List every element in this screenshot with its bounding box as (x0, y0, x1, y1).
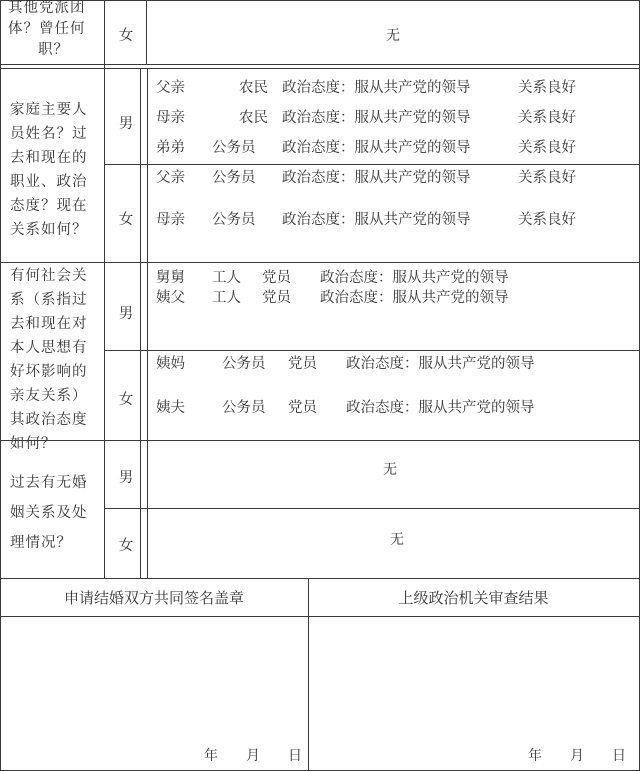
social-label-line-1: 有何社会关 (10, 268, 88, 284)
party-status: 党员 (288, 356, 317, 372)
social-label-line-4: 本人思想有 (10, 340, 88, 356)
party-gender: 女 (118, 28, 134, 44)
family-label-line-4: 职业、政治 (10, 174, 88, 190)
relation: 母亲 (156, 212, 185, 228)
occupation: 公务员 (222, 400, 266, 416)
family-row (156, 76, 576, 97)
relationship-status: 关系良好 (518, 140, 576, 156)
family-label (10, 98, 88, 242)
party-status: 党员 (262, 290, 291, 306)
relation: 姨夫 (156, 400, 185, 416)
family-row (156, 106, 576, 127)
occupation: 公务员 (222, 356, 266, 372)
political-attitude: 政治态度：服从共产党的领导 (282, 212, 471, 228)
marriage-label-line-1: 过去有无婚 (10, 475, 88, 491)
party-value: 无 (386, 28, 400, 44)
party-status: 党员 (288, 400, 317, 416)
date-day: 日 (288, 748, 302, 764)
party-label-line-3: 职？ (38, 42, 69, 58)
date-year: 年 (528, 748, 542, 764)
social-male-gender: 男 (118, 306, 134, 322)
marriage-male-gender: 男 (118, 470, 134, 486)
social-label-line-8: 如何？ (10, 436, 57, 452)
family-row (156, 136, 576, 157)
occupation: 农民 (239, 80, 268, 96)
party-label (8, 0, 86, 61)
family-row (156, 208, 576, 229)
relation: 姨父 (156, 290, 185, 306)
relationship-status: 关系良好 (518, 170, 576, 186)
signature-right-header: 上级政治机关审查结果 (398, 589, 549, 607)
occupation: 公务员 (212, 170, 256, 186)
marriage-male-value: 无 (383, 462, 397, 478)
marriage-label (10, 468, 88, 558)
political-attitude: 政治态度：服从共产党的领导 (282, 170, 471, 186)
relation: 姨妈 (156, 356, 185, 372)
party-label-line-1: 其他党派团 (8, 0, 86, 16)
social-female-gender: 女 (118, 392, 134, 408)
relation: 舅舅 (156, 270, 185, 286)
social-row (156, 286, 509, 307)
relation: 父亲 (156, 80, 185, 96)
party-status: 党员 (262, 270, 291, 286)
relationship-status: 关系良好 (518, 212, 576, 228)
political-attitude: 政治态度：服从共产党的领导 (346, 400, 535, 416)
social-label (10, 264, 88, 456)
relationship-status: 关系良好 (518, 80, 576, 96)
political-attitude: 政治态度：服从共产党的领导 (282, 110, 471, 126)
occupation: 公务员 (212, 212, 256, 228)
political-attitude: 政治态度：服从共产党的领导 (282, 80, 471, 96)
occupation: 工人 (212, 270, 241, 286)
marriage-label-line-2: 姻关系及处 (10, 505, 88, 521)
political-attitude: 政治态度：服从共产党的领导 (320, 270, 509, 286)
family-label-line-5: 态度？现在 (10, 198, 88, 214)
relationship-status: 关系良好 (518, 110, 576, 126)
political-attitude: 政治态度：服从共产党的领导 (346, 356, 535, 372)
social-label-line-5: 好坏影响的 (10, 364, 88, 380)
relation: 父亲 (156, 170, 185, 186)
family-row (156, 166, 576, 187)
social-label-line-3: 去和现在对 (10, 316, 88, 332)
date-month: 月 (246, 748, 260, 764)
date-month: 月 (570, 748, 584, 764)
family-female-gender: 女 (118, 212, 134, 228)
family-male-gender: 男 (118, 116, 134, 132)
date-year: 年 (204, 748, 218, 764)
date-day: 日 (612, 748, 626, 764)
social-row (156, 266, 509, 287)
relation: 弟弟 (156, 140, 185, 156)
occupation: 工人 (212, 290, 241, 306)
signature-left-header: 申请结婚双方共同签名盖章 (63, 589, 244, 607)
family-label-line-1: 家庭主要人 (10, 102, 88, 118)
political-attitude: 政治态度：服从共产党的领导 (320, 290, 509, 306)
social-label-line-6: 亲友关系） (10, 388, 88, 404)
party-label-line-2: 体？曾任何 (8, 21, 86, 37)
social-label-line-2: 系（系指过 (10, 292, 88, 308)
marriage-label-line-3: 理情况？ (10, 535, 72, 551)
social-row (156, 396, 535, 417)
relation: 母亲 (156, 110, 185, 126)
marriage-female-gender: 女 (118, 538, 134, 554)
social-row (156, 352, 535, 373)
occupation: 农民 (239, 110, 268, 126)
family-label-line-6: 关系如何？ (10, 222, 88, 238)
marriage-female-value: 无 (390, 532, 404, 548)
family-label-line-2: 员姓名？过 (10, 126, 88, 142)
political-attitude: 政治态度：服从共产党的领导 (282, 140, 471, 156)
social-label-line-7: 其政治态度 (10, 412, 88, 428)
family-label-line-3: 去和现在的 (10, 150, 88, 166)
occupation: 公务员 (212, 140, 256, 156)
